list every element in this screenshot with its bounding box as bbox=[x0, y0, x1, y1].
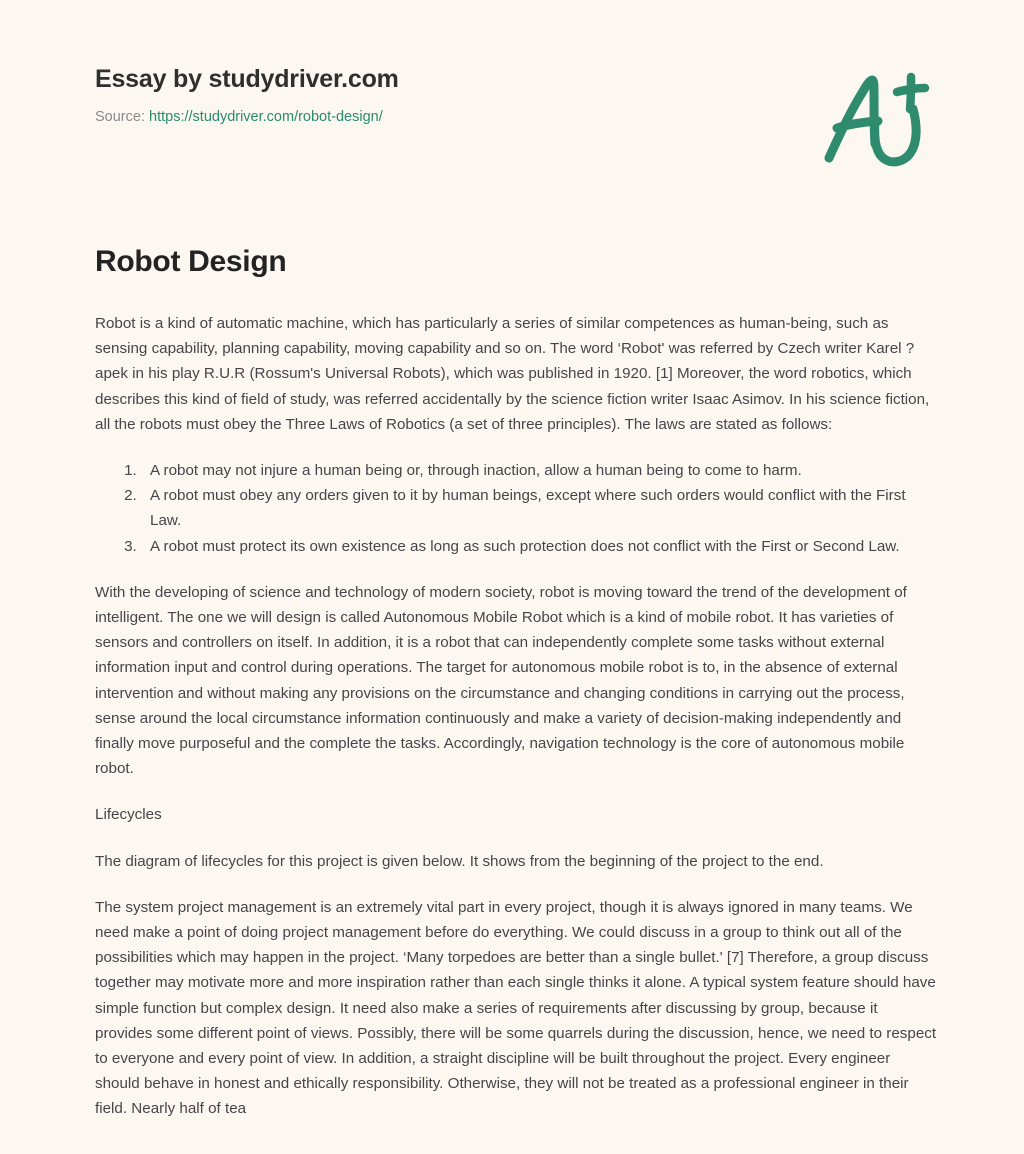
paragraph-project-management: The system project management is an extremely vital part in every project, though it is always ignored in many teams. We need make a point of doing project management before do everything. We could discuss in a group to think out all of the possibilities which may happen in the project. ‘Many torpedoes are better than a single bullet.' [7] Therefore, a group discuss together may motivate more and more inspiration rather than each single thinks it alone. A typical system feature should have simple function but complex design. It need also make a series of requirements after discussing by group, because it provides some different point of views. Possibly, there will be some quarrels during the discussion, hence, we need to respect to everyone and every point of view. In addition, a straight discipline will be built throughout the project. Every engineer should behave in honest and ethically responsibility. Otherwise, they will not be treated as a professional engineer in their field. Nearly half of tea bbox=[95, 898, 937, 1118]
paragraph-lifecycles-diagram: The diagram of lifecycles for this project is given below. It shows from the beginning of the project to the end. bbox=[95, 852, 824, 870]
list-item: 2. A robot must obey any orders given to it by human beings, except where such orders would conflict with the First Law. bbox=[141, 483, 938, 533]
section-heading-lifecycles: Lifecycles bbox=[95, 806, 162, 824]
list-item: 3. A robot must protect its own existence as long as such protection does not conflict with the First or Second Law. bbox=[141, 534, 938, 559]
source-url-link[interactable]: https://studydriver.com/robot-design/ bbox=[149, 109, 383, 125]
article-body bbox=[95, 243, 938, 1122]
brand-block bbox=[95, 64, 399, 127]
page-title: Robot Design bbox=[95, 245, 287, 278]
paragraph-intro: Robot is a kind of automatic machine, which has particularly a series of similar competences as human-being, such as sensing capability, planning capability, moving capability and so on. The word ‘Robot' was referred by Czech writer Karel ?apek in his play R.U.R (Rossum's Universal Robots), which was published in 1920. [1] Moreover, the word robotics, which describes this kind of field of study, was referred accidentally by the science fiction writer Isaac Asimov. In his science fiction, all the robots must obey the Three Laws of Robotics (a set of three principles). The laws are stated as follows: bbox=[95, 315, 930, 433]
paragraph-autonomous-mobile-robot: With the developing of science and technology of modern society, robot is moving toward the trend of the development of intelligent. The one we will design is called Autonomous Mobile Robot which is a kind of mobile robot. It has varieties of sensors and controllers on itself. In addition, it is a robot that can independently complete some tasks without external information input and control during operations. The target for autonomous mobile robot is to, in the absence of external intervention and without making any provisions on the circumstance and changing conditions in carrying out the process, sense around the local circumstance information continuously and make a variety of decision-making independently and finally move purposeful and the complete the tasks. Accordingly, navigation technology is the core of autonomous mobile robot. bbox=[95, 583, 907, 778]
three-laws-list bbox=[95, 458, 938, 559]
essay-by-heading: Essay by studydriver.com bbox=[95, 65, 399, 93]
source-line bbox=[95, 107, 399, 127]
list-item: 1. A robot may not injure a human being or, through inaction, allow a human being to come to harm. bbox=[141, 458, 938, 483]
a-plus-logo[interactable] bbox=[812, 66, 942, 174]
source-label: Source: bbox=[95, 109, 145, 125]
document-header bbox=[0, 0, 1024, 180]
